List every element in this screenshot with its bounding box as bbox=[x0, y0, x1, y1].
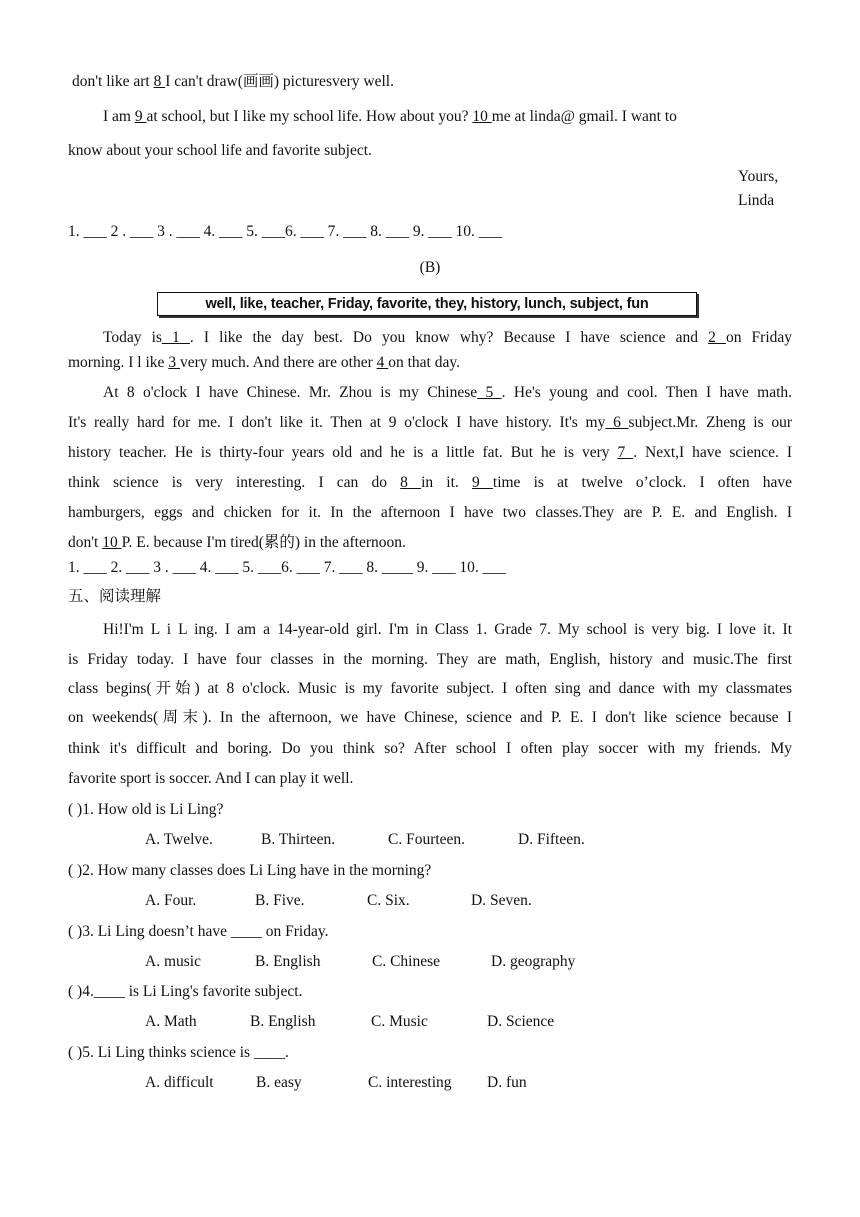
text: at school, but I like my school life. How about you? bbox=[146, 108, 469, 125]
option-1c: C. Fourteen. bbox=[388, 831, 466, 848]
blank-2: 2 bbox=[708, 329, 726, 346]
option-5d: D. fun bbox=[487, 1074, 527, 1091]
option-5b: B. easy bbox=[256, 1074, 302, 1091]
option-2a: A. Four. bbox=[145, 892, 197, 909]
text: on that day. bbox=[388, 354, 460, 371]
blank-6: 6 bbox=[605, 414, 629, 431]
reading-line-4: on weekends(周末). In the afternoon, we have Chinese, science and P. E. I don't like science because I bbox=[68, 709, 792, 726]
passage-b-line-8 bbox=[68, 533, 792, 553]
word-bank-text: well, like, teacher, Friday, favorite, they, history, lunch, subject, fun bbox=[205, 296, 649, 312]
option-3d: D. geography bbox=[491, 953, 576, 970]
blank-3: 3 bbox=[168, 354, 180, 371]
letter-closing: Yours, bbox=[738, 168, 779, 185]
reading-line-3: class begins(开始) at 8 o'clock. Music is my favorite subject. I often sing and dance with my classmates bbox=[68, 680, 792, 697]
text: don't bbox=[68, 534, 99, 551]
answer-line-b: 1. ___ 2. ___ 3 . ___ 4. ___ 5. ___6. ___ 7. ___ 8. ____ 9. ___ 10. ___ bbox=[68, 559, 506, 576]
option-1b: B. Thirteen. bbox=[261, 831, 336, 848]
question-3: ( )3. Li Ling doesn’t have ____ on Friday. bbox=[68, 923, 329, 940]
blank-4: 4 bbox=[376, 354, 389, 371]
option-2d: D. Seven. bbox=[471, 892, 532, 909]
text: . He's young and cool. Then I have math. bbox=[501, 384, 793, 401]
option-2b: B. Five. bbox=[255, 892, 305, 909]
question-1: ( )1. How old is Li Ling? bbox=[68, 801, 224, 818]
passage-b-line-4 bbox=[68, 413, 792, 433]
reading-line-6: favorite sport is soccer. And I can play it well. bbox=[68, 770, 354, 787]
answer-line-a: 1. ___ 2 . ___ 3 . ___ 4. ___ 5. ___6. ___ 7. ___ 8. ___ 9. ___ 10. ___ bbox=[68, 223, 502, 240]
option-3c: C. Chinese bbox=[372, 953, 441, 970]
text: . I like the day best. Do you know why? Because I have science and bbox=[189, 329, 698, 346]
option-4b: B. English bbox=[250, 1013, 316, 1030]
text: At 8 o'clock I have Chinese. Mr. Zhou is my Chinese bbox=[103, 384, 478, 401]
option-5c: C. interesting bbox=[368, 1074, 452, 1091]
question-5: ( )5. Li Ling thinks science is ____. bbox=[68, 1044, 289, 1061]
section-b-label: (B) bbox=[419, 259, 441, 276]
text: morning. I l ike bbox=[68, 354, 165, 371]
letter-signature: Linda bbox=[738, 192, 775, 209]
letter-line-2 bbox=[103, 107, 792, 127]
blank-10: 10 bbox=[102, 534, 122, 551]
text: P. E. because I'm tired(累的) in the afternoon. bbox=[121, 534, 406, 551]
blank-5: 5 bbox=[477, 384, 502, 401]
text: don't like art bbox=[72, 73, 150, 90]
blank-1: 1 bbox=[161, 329, 190, 346]
option-4a: A. Math bbox=[145, 1013, 197, 1030]
blank-10: 10 bbox=[472, 108, 492, 125]
option-1d: D. Fifteen. bbox=[518, 831, 585, 848]
text: on Friday bbox=[725, 329, 793, 346]
blank-9: 9 bbox=[134, 108, 147, 125]
passage-b-line-7: hamburgers, eggs and chicken for it. In the afternoon I have two classes.They are P. E. and English. I bbox=[68, 504, 792, 521]
blank-8: 8 bbox=[400, 474, 422, 491]
word-bank-box bbox=[157, 292, 697, 316]
reading-line-1: Hi!I'm L i L ing. I am a 14-year-old girl. I'm in Class 1. Grade 7. My school is very big. I love it. It bbox=[103, 621, 792, 638]
text: history teacher. He is thirty-four years old and he is a little fat. But he is very bbox=[68, 444, 610, 461]
passage-b-line-5 bbox=[68, 443, 792, 463]
section-heading: 五、阅读理解 bbox=[68, 588, 162, 605]
passage-b-line-2 bbox=[68, 353, 792, 373]
blank-9: 9 bbox=[471, 474, 493, 491]
text: time is at twelve o’clock. I often have bbox=[492, 474, 793, 491]
option-2c: C. Six. bbox=[367, 892, 410, 909]
question-4: ( )4.____ is Li Ling's favorite subject. bbox=[68, 983, 303, 1000]
text: I am bbox=[103, 108, 131, 125]
passage-b-line-1 bbox=[103, 328, 792, 348]
reading-line-2: is Friday today. I have four classes in the morning. They are math, English, history and music.The first bbox=[68, 651, 792, 668]
text: . Next,I have science. I bbox=[633, 444, 792, 461]
option-4c: C. Music bbox=[371, 1013, 428, 1030]
reading-line-5: think it's difficult and boring. Do you think so? After school I often play soccer with my friends. My bbox=[68, 740, 792, 757]
passage-b-line-3 bbox=[103, 383, 792, 403]
option-3a: A. music bbox=[145, 953, 201, 970]
blank-7: 7 bbox=[617, 444, 634, 461]
question-2: ( )2. How many classes does Li Ling have in the morning? bbox=[68, 862, 432, 879]
text: It's really hard for me. I don't like it. Then at 9 o'clock I have history. It's my bbox=[68, 414, 606, 431]
text: I can't draw(画画) picturesvery well. bbox=[165, 73, 394, 90]
text: subject.Mr. Zheng is our bbox=[628, 414, 792, 431]
text: Today is bbox=[103, 329, 162, 346]
letter-line-1 bbox=[72, 72, 796, 92]
text: in it. bbox=[421, 474, 459, 491]
blank-8: 8 bbox=[153, 73, 166, 90]
passage-b-line-6 bbox=[68, 473, 792, 493]
option-5a: A. difficult bbox=[145, 1074, 214, 1091]
letter-line-3: know about your school life and favorite subject. bbox=[68, 142, 372, 159]
option-4d: D. Science bbox=[487, 1013, 555, 1030]
option-3b: B. English bbox=[255, 953, 321, 970]
text: me at linda@ gmail. I want to bbox=[491, 108, 677, 125]
text: very much. And there are other bbox=[179, 354, 373, 371]
text: think science is very interesting. I can do bbox=[68, 474, 387, 491]
option-1a: A. Twelve. bbox=[145, 831, 213, 848]
